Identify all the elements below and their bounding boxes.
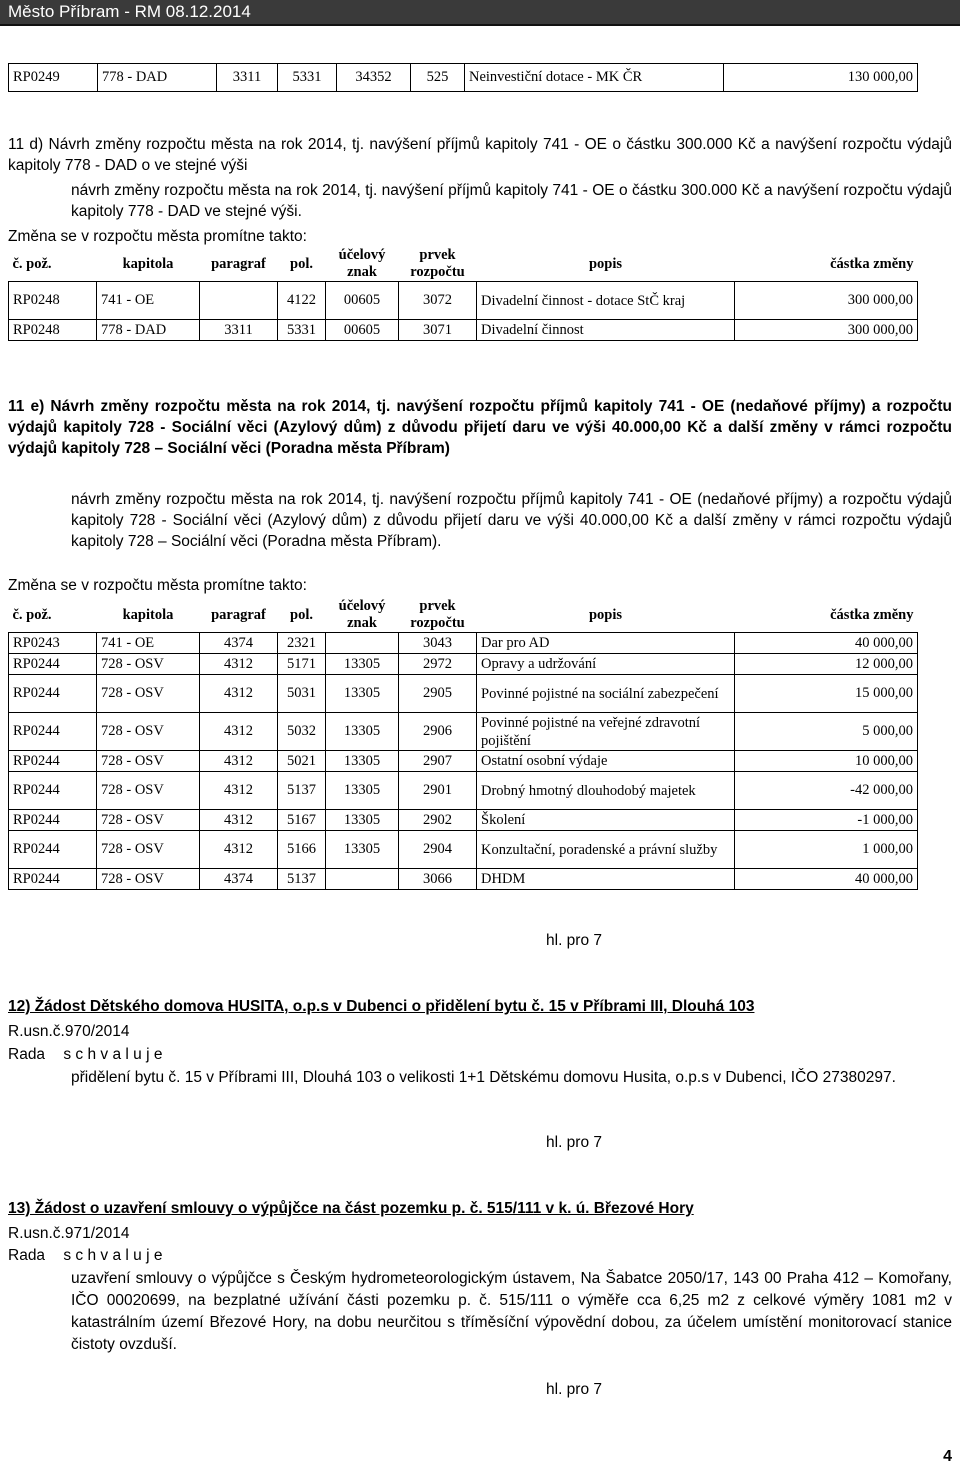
section-13-heading-text: 13) Žádost o uzavření smlouvy o výpůjčce na část pozemku p. č. 515/111 v k. ú. Březové Hory: [8, 1200, 694, 1217]
table-cell: 13305: [326, 654, 399, 675]
section-12-resolution: R.usn.č.970/2014: [8, 1023, 130, 1040]
col-header-ucelovy: [326, 247, 399, 282]
table-row: [9, 713, 918, 751]
col-header: popis: [588, 255, 623, 272]
table-cell: Konzultační, poradenské a právní služby: [477, 831, 735, 869]
col-header: pol.: [290, 606, 313, 623]
table-cell: 5032: [278, 713, 326, 751]
table-cell: 13305: [326, 675, 399, 713]
page-header-title: Město Příbram - RM 08.12.2014: [8, 2, 251, 21]
table-cell: 4374: [200, 869, 278, 890]
table-cell: 4312: [200, 675, 278, 713]
table-cell: 5331: [278, 320, 326, 341]
section-11e-vote: hl. pro 7: [546, 932, 603, 949]
table-cell: 5171: [278, 654, 326, 675]
section-11d-heading: 11 d) Návrh změny rozpočtu města na rok 2014, tj. navýšení příjmů kapitoly 741 - OE o částku 300.000 Kč a navýšení rozpočtu výdajů kapitoly 778 - DAD o ve stejné výši: [8, 136, 952, 174]
col-header: kapitola: [122, 255, 174, 272]
table-cell: 3072: [399, 282, 477, 320]
table-cell: 13305: [326, 713, 399, 751]
table-cell: Drobný hmotný dlouhodobý majetek: [477, 772, 735, 810]
col-header-prvek: [399, 598, 477, 633]
table-cell: 2907: [399, 751, 477, 772]
table-cell: 34352: [337, 64, 411, 92]
section-12-vote: hl. pro 7: [546, 1134, 603, 1151]
table-cell: 741 - OE: [97, 633, 200, 654]
header-text: prvek: [419, 247, 456, 263]
table-cell: RP0248: [9, 282, 97, 320]
table-cell: Povinné pojistné na veřejné zdravotní pojištění: [477, 713, 735, 751]
table-cell: 13305: [326, 831, 399, 869]
table-cell: 4122: [278, 282, 326, 320]
table-cell: Povinné pojistné na sociální zabezpečení: [477, 675, 735, 713]
section-13-body: uzavření smlouvy o výpůjčce s Českým hydrometeorologickým ústavem, Na Šabatce 2050/17, 143 00 Praha 412 – Komořany, IČO 00020699, na bezplatné užívání části pozemku p. č. 515/111 o výměře cca 6,25 m2 z celkové výměry 1081 m2 v katastrálním území Březové Hory, na dobu neurčitou s tříměsíční výpovědní dobou, za účelem umístění monitorovací stanice čistoty ovzduší.: [71, 1270, 952, 1353]
table-cell: 130 000,00: [724, 64, 918, 92]
header-text: rozpočtu: [410, 615, 465, 631]
table-row: [9, 320, 918, 341]
table-cell: 741 - OE: [97, 282, 200, 320]
table-cell: [200, 282, 278, 320]
table-cell: 4312: [200, 713, 278, 751]
col-header: částka změny: [830, 255, 914, 272]
col-header: částka změny: [830, 606, 914, 623]
table-cell: 728 - OSV: [97, 751, 200, 772]
header-text: znak: [347, 264, 377, 280]
schvaluje-label: s c h v a l u j e: [63, 1046, 163, 1063]
table-cell: 00605: [326, 282, 399, 320]
header-divider: [0, 24, 960, 26]
table-cell: RP0248: [9, 320, 97, 341]
table-cell: RP0244: [9, 675, 97, 713]
page-number: 4: [943, 1448, 952, 1465]
table-cell: 5166: [278, 831, 326, 869]
table-cell: 5331: [278, 64, 337, 92]
col-header: popis: [588, 606, 623, 623]
table-cell: 5031: [278, 675, 326, 713]
table-cell: 15 000,00: [735, 675, 918, 713]
col-header: paragraf: [211, 255, 266, 272]
section-11e-change-label: Změna se v rozpočtu města promítne takto:: [8, 577, 307, 594]
table-cell: 40 000,00: [735, 869, 918, 890]
table-cell: 2321: [278, 633, 326, 654]
section-13-heading: [8, 1198, 952, 1219]
section-13-vote: hl. pro 7: [546, 1381, 603, 1398]
table-cell: 728 - OSV: [97, 713, 200, 751]
col-header: č. pož.: [12, 255, 52, 272]
budget-table-rp0249: [8, 63, 918, 92]
table-body: [9, 633, 918, 890]
rada-label: Rada: [8, 1247, 46, 1264]
table-header-row: [9, 247, 918, 282]
table-cell: 728 - OSV: [97, 654, 200, 675]
table-cell: 300 000,00: [735, 282, 918, 320]
table-cell: 4312: [200, 654, 278, 675]
table-cell: 5137: [278, 869, 326, 890]
table-cell: 4312: [200, 810, 278, 831]
table-cell: 4374: [200, 633, 278, 654]
table-cell: [326, 633, 399, 654]
table-cell: 10 000,00: [735, 751, 918, 772]
table-row: [9, 675, 918, 713]
table-cell: 2901: [399, 772, 477, 810]
table-cell: 1 000,00: [735, 831, 918, 869]
table-cell: RP0244: [9, 772, 97, 810]
header-text: rozpočtu: [410, 264, 465, 280]
col-header: pol.: [290, 255, 313, 272]
col-header: č. pož.: [12, 606, 52, 623]
header-text: znak: [347, 615, 377, 631]
table-cell: 5 000,00: [735, 713, 918, 751]
table-cell: Dar pro AD: [477, 633, 735, 654]
table-cell: 5021: [278, 751, 326, 772]
col-header: kapitola: [122, 606, 174, 623]
table-cell: 40 000,00: [735, 633, 918, 654]
table-cell: 2906: [399, 713, 477, 751]
table-cell: 2905: [399, 675, 477, 713]
section-11e-heading: 11 e) Návrh změny rozpočtu města na rok 2014, tj. navýšení rozpočtu příjmů kapitoly 741 - OE (nedaňové příjmy) a rozpočtu výdajů kapitoly 728 - Sociální věci (Azylový dům) z důvodu přijetí daru ve výši 40.000,00 Kč a další změny v rámci rozpočtu výdajů kapitoly 728 – Sociální věci (Poradna města Příbram): [8, 398, 952, 457]
section-12-rada: [8, 1044, 162, 1065]
table-cell: 4312: [200, 831, 278, 869]
table-cell: Opravy a udržování: [477, 654, 735, 675]
table-cell: Ostatní osobní výdaje: [477, 751, 735, 772]
section-11e-body: návrh změny rozpočtu města na rok 2014, tj. navýšení rozpočtu příjmů kapitoly 741 - OE (nedaňové příjmy) a rozpočtu výdajů kapitoly 728 - Sociální věci (Azylový dům) z důvodu přijetí daru ve výši 40.000,00 Kč a další změny v rámci rozpočtu výdajů kapitoly 728 – Sociální věci (Poradna města Příbram).: [71, 491, 952, 550]
table-cell: 728 - OSV: [97, 675, 200, 713]
table-row: [9, 869, 918, 890]
table-cell: RP0244: [9, 831, 97, 869]
table-cell: 3043: [399, 633, 477, 654]
table-cell: 13305: [326, 772, 399, 810]
table-cell: 5167: [278, 810, 326, 831]
section-13-rada: [8, 1245, 162, 1266]
section-12-body: přidělení bytu č. 15 v Příbrami III, Dlouhá 103 o velikosti 1+1 Dětskému domovu Husita, o.p.s v Dubenci, IČO 27380297.: [71, 1069, 896, 1086]
table-cell: 00605: [326, 320, 399, 341]
table-cell: -42 000,00: [735, 772, 918, 810]
table-header-row: [9, 598, 918, 633]
page-header: [0, 0, 960, 26]
table-cell: 2904: [399, 831, 477, 869]
section-13-resolution: R.usn.č.971/2014: [8, 1225, 130, 1242]
table-cell: 2902: [399, 810, 477, 831]
table-cell: 3066: [399, 869, 477, 890]
table-cell: 778 - DAD: [97, 320, 200, 341]
table-cell: RP0244: [9, 654, 97, 675]
table-cell: RP0244: [9, 810, 97, 831]
header-text: účelový: [338, 247, 386, 263]
table-cell: 13305: [326, 751, 399, 772]
table-row: [9, 751, 918, 772]
table-cell: 13305: [326, 810, 399, 831]
table-cell: -1 000,00: [735, 810, 918, 831]
table-cell: 778 - DAD: [98, 64, 217, 92]
table-cell: RP0243: [9, 633, 97, 654]
table-cell: Neinvestiční dotace - MK ČR: [465, 64, 724, 92]
table-row: [9, 654, 918, 675]
table-cell: 5137: [278, 772, 326, 810]
table-cell: 4312: [200, 751, 278, 772]
section-12-heading: [8, 996, 952, 1017]
table-cell: 728 - OSV: [97, 869, 200, 890]
col-header-prvek: [399, 247, 477, 282]
section-11d-body: návrh změny rozpočtu města na rok 2014, tj. navýšení příjmů kapitoly 741 - OE o částku 300.000 Kč a navýšení rozpočtu výdajů kapitoly 778 - DAD ve stejné výši.: [71, 182, 952, 220]
table-cell: 3311: [200, 320, 278, 341]
col-header-ucelovy: [326, 598, 399, 633]
table-cell: RP0244: [9, 751, 97, 772]
table-row: [9, 772, 918, 810]
table-row: [9, 831, 918, 869]
table-cell: 3311: [217, 64, 278, 92]
table-cell: 2972: [399, 654, 477, 675]
table-cell: 728 - OSV: [97, 810, 200, 831]
table-cell: 4312: [200, 772, 278, 810]
table-cell: 300 000,00: [735, 320, 918, 341]
table-cell: Školení: [477, 810, 735, 831]
table-cell: 12 000,00: [735, 654, 918, 675]
header-text: prvek: [419, 598, 456, 614]
schvaluje-label: s c h v a l u j e: [63, 1247, 163, 1264]
table-row: [9, 810, 918, 831]
table-row: [9, 64, 918, 92]
col-header: paragraf: [211, 606, 266, 623]
table-cell: RP0249: [9, 64, 98, 92]
table-row: [9, 633, 918, 654]
table-cell: 525: [411, 64, 465, 92]
table-cell: RP0244: [9, 869, 97, 890]
table-cell: 728 - OSV: [97, 772, 200, 810]
budget-table-11d: [8, 247, 918, 341]
rada-label: Rada: [8, 1046, 46, 1063]
budget-table-11e: [8, 598, 918, 890]
table-cell: Divadelní činnost: [477, 320, 735, 341]
table-cell: [326, 869, 399, 890]
table-row: [9, 282, 918, 320]
table-cell: Divadelní činnost - dotace StČ kraj: [477, 282, 735, 320]
table-cell: DHDM: [477, 869, 735, 890]
section-11d-change-label: Změna se v rozpočtu města promítne takto:: [8, 228, 307, 245]
table-cell: 728 - OSV: [97, 831, 200, 869]
section-12-heading-text: 12) Žádost Dětského domova HUSITA, o.p.s v Dubenci o přidělení bytu č. 15 v Příbrami III, Dlouhá 103: [8, 998, 755, 1015]
table-cell: RP0244: [9, 713, 97, 751]
header-text: účelový: [338, 598, 386, 614]
table-cell: 3071: [399, 320, 477, 341]
